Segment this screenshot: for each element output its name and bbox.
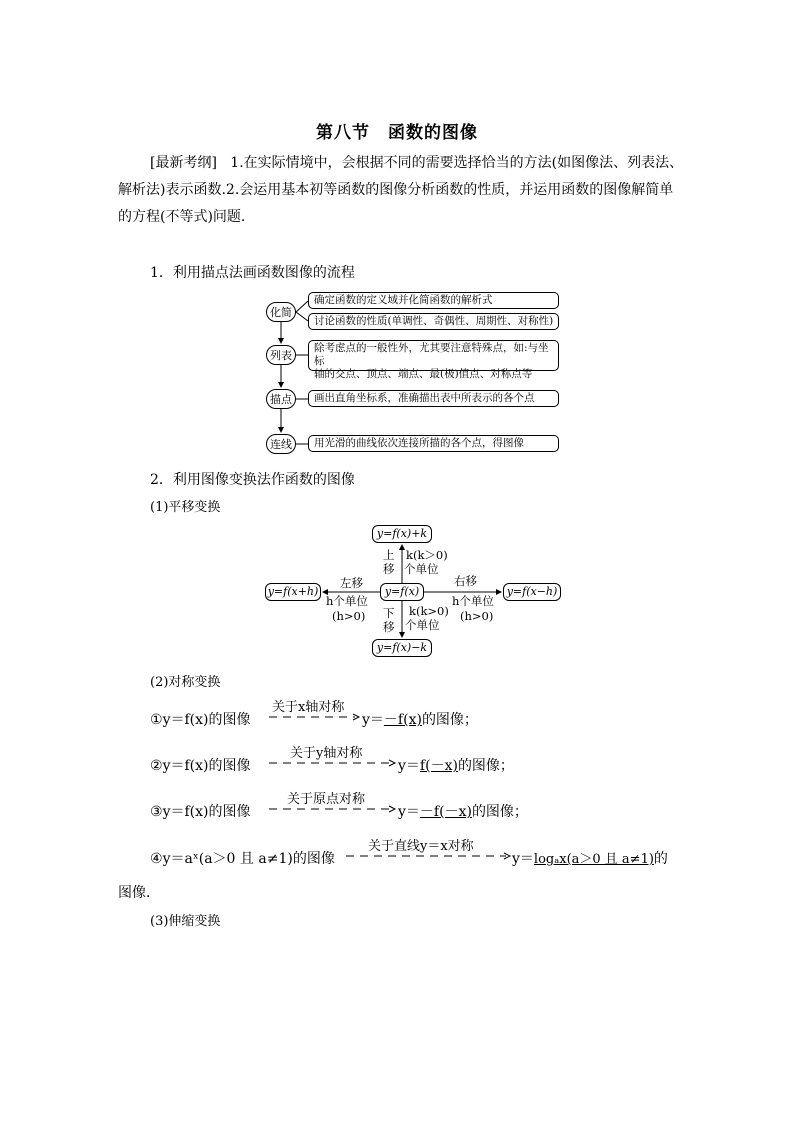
- flow-desc-1b: 讨论函数的性质(单调性、奇偶性、周期性、对称性): [308, 313, 559, 330]
- box-up: y=f(x)+k: [372, 525, 432, 543]
- sym1-num: ①: [150, 712, 163, 728]
- sym4-num: ④: [150, 851, 163, 867]
- label-up-a: 上: [383, 548, 395, 562]
- sub-symmetry: (2)对称变换: [150, 675, 221, 690]
- sym3-from: y＝f(x)的图像: [162, 804, 251, 820]
- sym2-from: y＝f(x)的图像: [162, 758, 251, 774]
- sym2-result: f(－x): [419, 758, 458, 774]
- sym4-result-row: [512, 848, 668, 868]
- sym4-to: y＝: [512, 851, 534, 867]
- intro-text-1: 1.在实际情境中，会根据不同的需要选择恰当的方法(如图像法、列表法、: [230, 155, 684, 171]
- sym4-from: y＝aˣ(a＞0 且 a≠1)的图像: [162, 851, 335, 867]
- box-center: y=f(x): [380, 583, 424, 601]
- sym4-wrap: 图像．: [118, 885, 160, 901]
- sym4-tail: 的: [653, 851, 668, 867]
- sym1-to: y＝: [362, 712, 384, 728]
- label-left-cond-b: (h>0): [332, 609, 366, 623]
- flow-step-simplify: 化简: [266, 302, 296, 322]
- sym4-label: 关于直线y＝x对称: [368, 839, 474, 854]
- sym3-result: －f(－x): [419, 804, 472, 820]
- label-left: 左移: [340, 576, 363, 590]
- intro-tag: [最新考纲]: [150, 155, 217, 171]
- label-down-cond-a: k(k>0): [409, 604, 449, 618]
- flow-step-plot: 描点: [266, 389, 296, 409]
- page-title: 第八节 函数的图像: [316, 123, 478, 143]
- sym3-tail: 的图像；: [471, 804, 528, 820]
- box-down: y=f(x)−k: [372, 639, 432, 657]
- label-down-a: 下: [383, 606, 395, 620]
- flow-connector-1b: [296, 312, 308, 321]
- sym1-arrow: [269, 709, 361, 725]
- label-up-b: 移: [383, 562, 395, 576]
- sym3-num: ③: [150, 804, 163, 820]
- flow-desc-2b: 轴的交点、顶点、端点、最(极)值点、对称点等: [314, 368, 533, 380]
- sym2-row: [150, 755, 250, 775]
- sub-scaling: (3)伸缩变换: [150, 914, 221, 929]
- sym3-to: y＝: [398, 804, 420, 820]
- sym1-tail: 的图像；: [421, 712, 478, 728]
- label-right-cond-a: h个单位: [452, 594, 494, 608]
- label-up-cond-a: k(k＞0): [406, 548, 448, 562]
- flow-connector-1a: [296, 301, 308, 312]
- section1-heading: 1．利用描点法画函数图像的流程: [150, 265, 355, 281]
- sym1-result-row: [362, 709, 478, 729]
- sym1-result: －f(x): [383, 712, 422, 728]
- sym2-num: ②: [150, 758, 163, 774]
- label-up-cond-b: 个单位: [404, 562, 439, 576]
- label-right-cond-b: (h>0): [460, 609, 494, 623]
- box-left: y=f(x+h): [265, 583, 321, 601]
- sub-translation: (1)平移变换: [150, 500, 221, 515]
- sym3-result-row: [398, 801, 528, 821]
- sym1-row: [150, 709, 250, 729]
- sym2-label: 关于y轴对称: [290, 746, 363, 761]
- flow-desc-3: 画出直角坐标系，准确描出表中所表示的各个点: [308, 390, 559, 407]
- sym4-result: logₐx(a＞0 且 a≠1): [533, 852, 654, 867]
- flow-step-connect: 连线: [266, 434, 296, 454]
- section2-heading: 2．利用图像变换法作函数的图像: [150, 472, 355, 488]
- sym1-from: y＝f(x)的图像: [162, 712, 251, 728]
- flow-desc-2: [308, 340, 559, 380]
- label-left-cond-a: h个单位: [326, 594, 368, 608]
- sym4-row: [150, 848, 335, 868]
- box-right: y=f(x−h): [503, 583, 561, 601]
- flow-step-tabulate: 列表: [266, 345, 296, 365]
- sym3-row: [150, 801, 250, 821]
- label-right: 右移: [454, 574, 477, 588]
- sym1-label: 关于x轴对称: [272, 700, 345, 715]
- sym4-arrow: [346, 848, 512, 864]
- intro-line-1: [150, 150, 683, 176]
- label-down-cond-b: 个单位: [405, 618, 440, 632]
- flow-desc-4: 用光滑的曲线依次连接所描的各个点，得图像: [308, 435, 559, 452]
- sym3-arrow: [269, 801, 397, 817]
- intro-line-3: 的方程(不等式)问题．: [118, 209, 255, 225]
- sym2-arrow: [269, 755, 397, 771]
- sym3-label: 关于原点对称: [287, 792, 366, 807]
- sym2-result-row: [398, 755, 514, 775]
- flow-desc-1a: 确定函数的定义域并化简函数的解析式: [308, 292, 559, 309]
- flow-desc-2a: 除考虑点的一般性外，尤其要注意特殊点，如:与坐标: [314, 342, 549, 367]
- label-down-b: 移: [383, 620, 395, 634]
- intro-line-2: 解析法)表示函数.2.会运用基本初等函数的图像分析函数的性质，并运用函数的图像解简单: [118, 182, 674, 198]
- sym2-tail: 的图像；: [457, 758, 514, 774]
- sym2-to: y＝: [398, 758, 420, 774]
